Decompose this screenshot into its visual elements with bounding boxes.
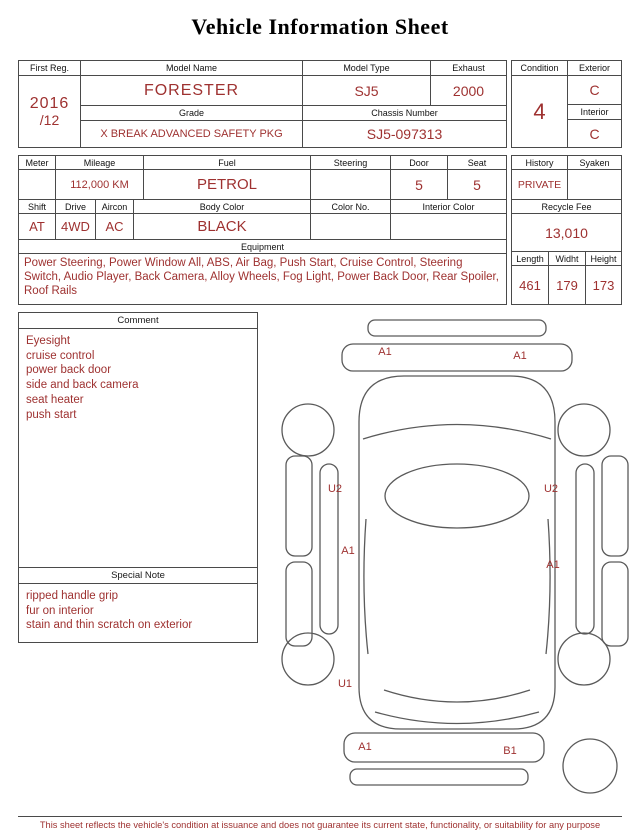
recycle-fee-value: 13,010 [512,214,621,252]
shift-label: Shift [19,200,56,214]
exhaust-value: 2000 [431,76,506,106]
vehicle-main-table [18,60,507,148]
grade-value: X BREAK ADVANCED SAFETY PKG [81,121,303,147]
right-body-line [546,519,550,654]
length-label: Length [512,252,549,266]
windshield-roof [385,464,529,528]
meter-label: Meter [19,156,56,170]
page-title: Vehicle Information Sheet [191,14,449,39]
front-bumper [342,344,572,371]
body-color-value: BLACK [134,214,311,240]
first-reg-month: /12 [39,111,60,128]
spec-row-top [19,156,506,200]
height-label: Height [586,252,621,266]
history-value: PRIVATE [512,170,568,200]
damage-label: U1 [337,678,353,690]
comment-header: Comment [19,313,257,329]
left-body-line [364,519,368,654]
comment-line: power back door [26,364,112,377]
syaken-value [568,170,621,200]
damage-label: U2 [327,483,343,495]
drive-value: 4WD [56,214,96,240]
interior-color-value [391,214,506,240]
seat-label: Seat [448,156,506,170]
history-row [512,156,621,200]
comment-line: push start [26,408,77,421]
damage-label: A1 [358,741,372,753]
comment-text [19,329,257,427]
meter-value [19,170,56,200]
model-name-label: Model Name [81,61,303,76]
comment-line: Eyesight [26,335,71,347]
width-label: Widht [549,252,586,266]
model-type-value: SJ5 [303,76,431,106]
condition-grade-value: 4 [512,76,568,147]
damage-label: B1 [503,745,517,757]
rear-bottom-strip [350,769,528,785]
special-note-line: fur on interior [26,604,94,617]
chassis-number-value: SJ5-097313 [366,126,443,142]
damage-label: A1 [378,346,392,358]
equipment-value: Power Steering, Power Window All, ABS, Air Bag, Push Start, Cruise Control, Steering Switch, Audio Player, Back Camera, Alloy Wheels, Fog Light, Power Back Door, Rear Spoiler, Roof Rails [24,257,499,298]
damage-label: A1 [546,559,560,571]
aircon-value: AC [96,214,134,240]
right-rear-door-panel [602,562,628,646]
rear-window-line-1 [384,690,530,702]
dimensions-row [512,252,621,304]
comment-line: side and back camera [26,379,139,392]
spec-row-bottom [19,200,506,240]
mileage-value: 112,000 KM [56,170,144,200]
color-no-label: Color No. [311,200,391,214]
special-note-line: ripped handle grip [26,590,119,602]
exterior-grade-value: C [568,76,621,105]
hood-line [363,425,551,440]
exterior-label: Exterior [568,61,621,76]
wheel-front-left [282,404,334,456]
left-front-door-panel [286,456,312,556]
right-front-door-panel [602,456,628,556]
door-value: 5 [391,170,448,200]
fuel-label: Fuel [144,156,311,170]
aircon-label: Aircon [96,200,134,214]
damage-label: A1 [341,545,355,557]
exhaust-label: Exhaust [431,61,506,76]
condition-table [511,60,622,148]
first-reg-value [19,76,81,147]
drive-label: Drive [56,200,96,214]
car-damage-diagram [262,314,634,806]
seat-value: 5 [448,170,506,200]
interior-grade-value: C [589,125,600,142]
spare-tire [563,739,617,793]
door-label: Door [391,156,448,170]
height-value: 173 [592,277,615,293]
interior-label: Interior [568,105,621,120]
model-type-label: Model Type [303,61,431,76]
special-note-header: Special Note [19,568,257,584]
comment-box [18,312,258,568]
history-table [511,155,622,305]
history-label: History [512,156,568,170]
damage-label: A1 [513,350,527,362]
special-note-text [19,584,257,638]
steering-label: Steering [311,156,391,170]
car-outline-svg [262,314,634,806]
special-note-line: stain and thin scratch on exterior [26,619,193,632]
mileage-label: Mileage [56,156,144,170]
width-value: 179 [549,266,586,304]
comment-line: cruise control [26,349,95,362]
model-name-value: FORESTER [81,76,303,106]
special-note-box [18,567,258,643]
front-top-strip [368,320,546,336]
syaken-label: Syaken [568,156,621,170]
color-no-value [311,214,391,240]
grade-label: Grade [81,106,303,121]
first-reg-year: 2016 [29,94,70,112]
equipment-label: Equipment [19,240,506,254]
recycle-fee-label: Recycle Fee [512,200,621,214]
chassis-number-label: Chassis Number [303,106,506,121]
body-color-label: Body Color [134,200,311,214]
wheel-rear-left [282,633,334,685]
fuel-value: PETROL [144,170,311,200]
condition-label: Condition [512,61,568,76]
length-value: 461 [512,266,549,304]
comment-line: seat heater [26,393,84,406]
footer-disclaimer: This sheet reflects the vehicle's condition at issuance and does not guarantee its current state, functionality, or suitability for any purpose [18,816,622,830]
first-reg-label: First Reg. [19,61,81,76]
shift-value: AT [19,214,56,240]
right-rocker-panel [576,464,594,634]
interior-color-label: Interior Color [391,200,506,214]
spec-table [18,155,507,305]
rear-window-line-2 [375,712,539,724]
car-body-outline [359,376,555,729]
steering-value [311,170,391,200]
wheel-front-right [558,404,610,456]
damage-label: U2 [543,483,559,495]
